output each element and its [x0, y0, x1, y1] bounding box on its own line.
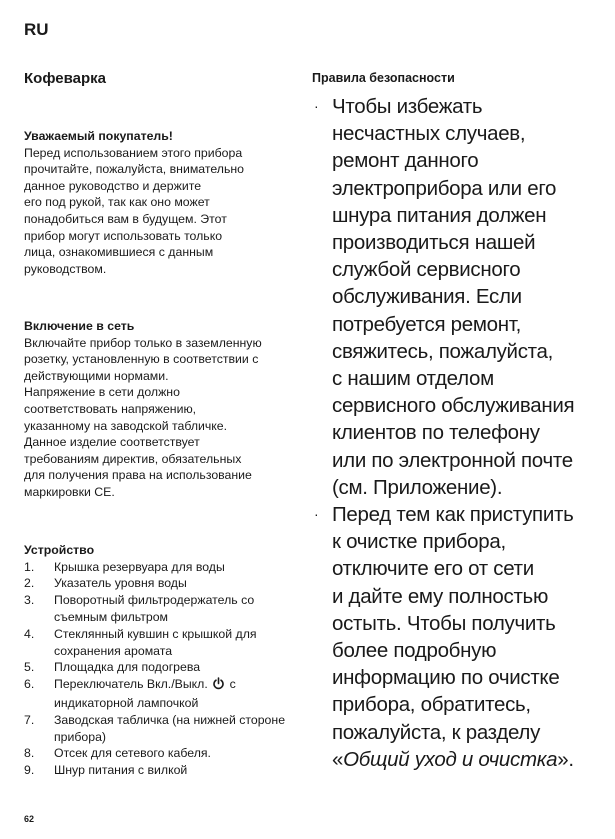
rule-line: сервисного обслуживания [332, 394, 575, 418]
item-text: Стеклянный кувшин с крышкой для сохранения аромата [54, 626, 257, 658]
quote-open: « [332, 747, 344, 771]
intro-line: руководством. [24, 261, 107, 276]
rule-line: или по электронной почте [332, 448, 573, 472]
item-text: Шнур питания с вилкой [54, 763, 188, 778]
intro-line: прочитайте, пожалуйста, внимательно [24, 162, 244, 177]
power-text [24, 335, 296, 501]
power-line: соответствовать напряжению, [24, 401, 197, 416]
item-text: Отсек для сетевого кабеля. [54, 746, 211, 761]
power-line: указанному на заводской табличке. [24, 418, 228, 433]
safety-rules-list [312, 93, 604, 773]
safety-rule [312, 93, 604, 501]
rule-line: свяжитесь, пожалуйста, [332, 339, 554, 363]
list-item [24, 626, 296, 660]
rule-line: к очистке прибора, [332, 530, 506, 554]
intro-text [24, 145, 296, 278]
section-reference: Общий уход и очистка [343, 747, 558, 771]
power-line: требованиям директив, обязательных [24, 451, 242, 466]
rule-line: производиться нашей [332, 231, 536, 255]
list-item [24, 592, 296, 626]
device-heading: Устройство [24, 543, 95, 557]
intro-line: его под рукой, так как оно может [24, 195, 210, 210]
item-text: Поворотный фильтродержатель со съемным фильтром [54, 593, 255, 624]
item-text [54, 676, 296, 712]
power-line: Включайте прибор только в заземленную [24, 335, 262, 350]
rule-line: Чтобы избежать [332, 95, 483, 118]
rule-line [332, 748, 574, 771]
rule-line: обслуживания. Если [332, 285, 522, 309]
rule-line: клиентов по телефону [332, 421, 540, 445]
list-item [24, 745, 296, 762]
intro-section [24, 128, 296, 277]
power-heading: Включение в сеть [24, 319, 135, 333]
page-number: 62 [24, 814, 35, 824]
rule-line: отключите его от сети [332, 557, 534, 581]
power-line: Данное изделие соответствует [24, 435, 200, 450]
item-number: 5. [24, 660, 35, 675]
language-code: RU [24, 20, 49, 39]
rule-line: прибора, обратитесь, [332, 693, 531, 717]
rule-line: (см. Приложение). [332, 475, 503, 499]
rule-line: с нашим отделом [332, 367, 494, 391]
power-line: розетку, установленную в соответствии с [24, 352, 259, 367]
rule-line: пожалуйста, к разделу [332, 720, 541, 744]
quote-close: ». [557, 747, 574, 771]
safety-section [312, 70, 604, 773]
rule-line: службой сервисного [332, 258, 521, 282]
item-number: 1. [24, 559, 35, 574]
power-line: Напряжение в сети должно [24, 385, 180, 400]
rule-line: потребуется ремонт, [332, 312, 521, 336]
list-item [24, 575, 296, 592]
item-text: Указатель уровня воды [54, 576, 187, 591]
rule-line: остыть. Чтобы получить [332, 611, 556, 635]
intro-line: лица, ознакомившиеся с данным [24, 245, 214, 260]
list-item [24, 659, 296, 676]
page-title: Кофеварка [24, 70, 106, 87]
item-number: 4. [24, 626, 35, 641]
item-number: 7. [24, 712, 35, 727]
intro-line: прибор могут использовать только [24, 228, 223, 243]
item-number: 3. [24, 593, 35, 608]
rule-line: и дайте ему полностью [332, 584, 549, 608]
device-section [24, 542, 296, 779]
rule-line: несчастных случаев, [332, 122, 526, 146]
rule-line: ремонт данного [332, 149, 479, 173]
power-line: для получения права на использование [24, 468, 252, 483]
intro-line: понадобиться вам в будущем. Этот [24, 211, 227, 226]
item-text-part: с индикаторной лампочкой [54, 677, 236, 710]
item-number: 8. [24, 746, 35, 761]
list-item [24, 712, 296, 746]
item-text: Площадка для подогрева [54, 660, 201, 675]
power-line: действующими нормами. [24, 368, 169, 383]
item-number: 6. [24, 677, 35, 692]
bullet-icon: · [314, 98, 319, 114]
intro-line: данное руководство и держите [24, 178, 202, 193]
safety-rule [312, 501, 604, 773]
power-icon [212, 677, 225, 695]
item-number: 9. [24, 763, 35, 778]
rule-line: шнура питания должен [332, 203, 547, 227]
intro-line: Перед использованием этого прибора [24, 145, 243, 160]
list-item [24, 762, 296, 779]
power-line: маркировки CE. [24, 484, 115, 499]
safety-heading: Правила безопасности [312, 71, 455, 85]
power-section [24, 318, 296, 501]
item-text: Крышка резервуара для воды [54, 559, 225, 574]
list-item [24, 559, 296, 576]
rule-line: электроприбора или его [332, 176, 557, 200]
rule-line: информацию по очистке [332, 666, 560, 690]
rule-line: Перед тем как приступить [332, 503, 574, 527]
item-text-part: Переключатель Вкл./Выкл. [54, 677, 208, 692]
intro-heading: Уважаемый покупатель! [24, 129, 173, 143]
device-parts-list [24, 559, 296, 779]
rule-line: более подробную [332, 639, 497, 663]
item-number: 2. [24, 576, 35, 591]
bullet-icon: · [314, 506, 319, 523]
list-item [24, 676, 296, 712]
item-text: Заводская табличка (на нижней стороне прибора) [54, 712, 286, 744]
